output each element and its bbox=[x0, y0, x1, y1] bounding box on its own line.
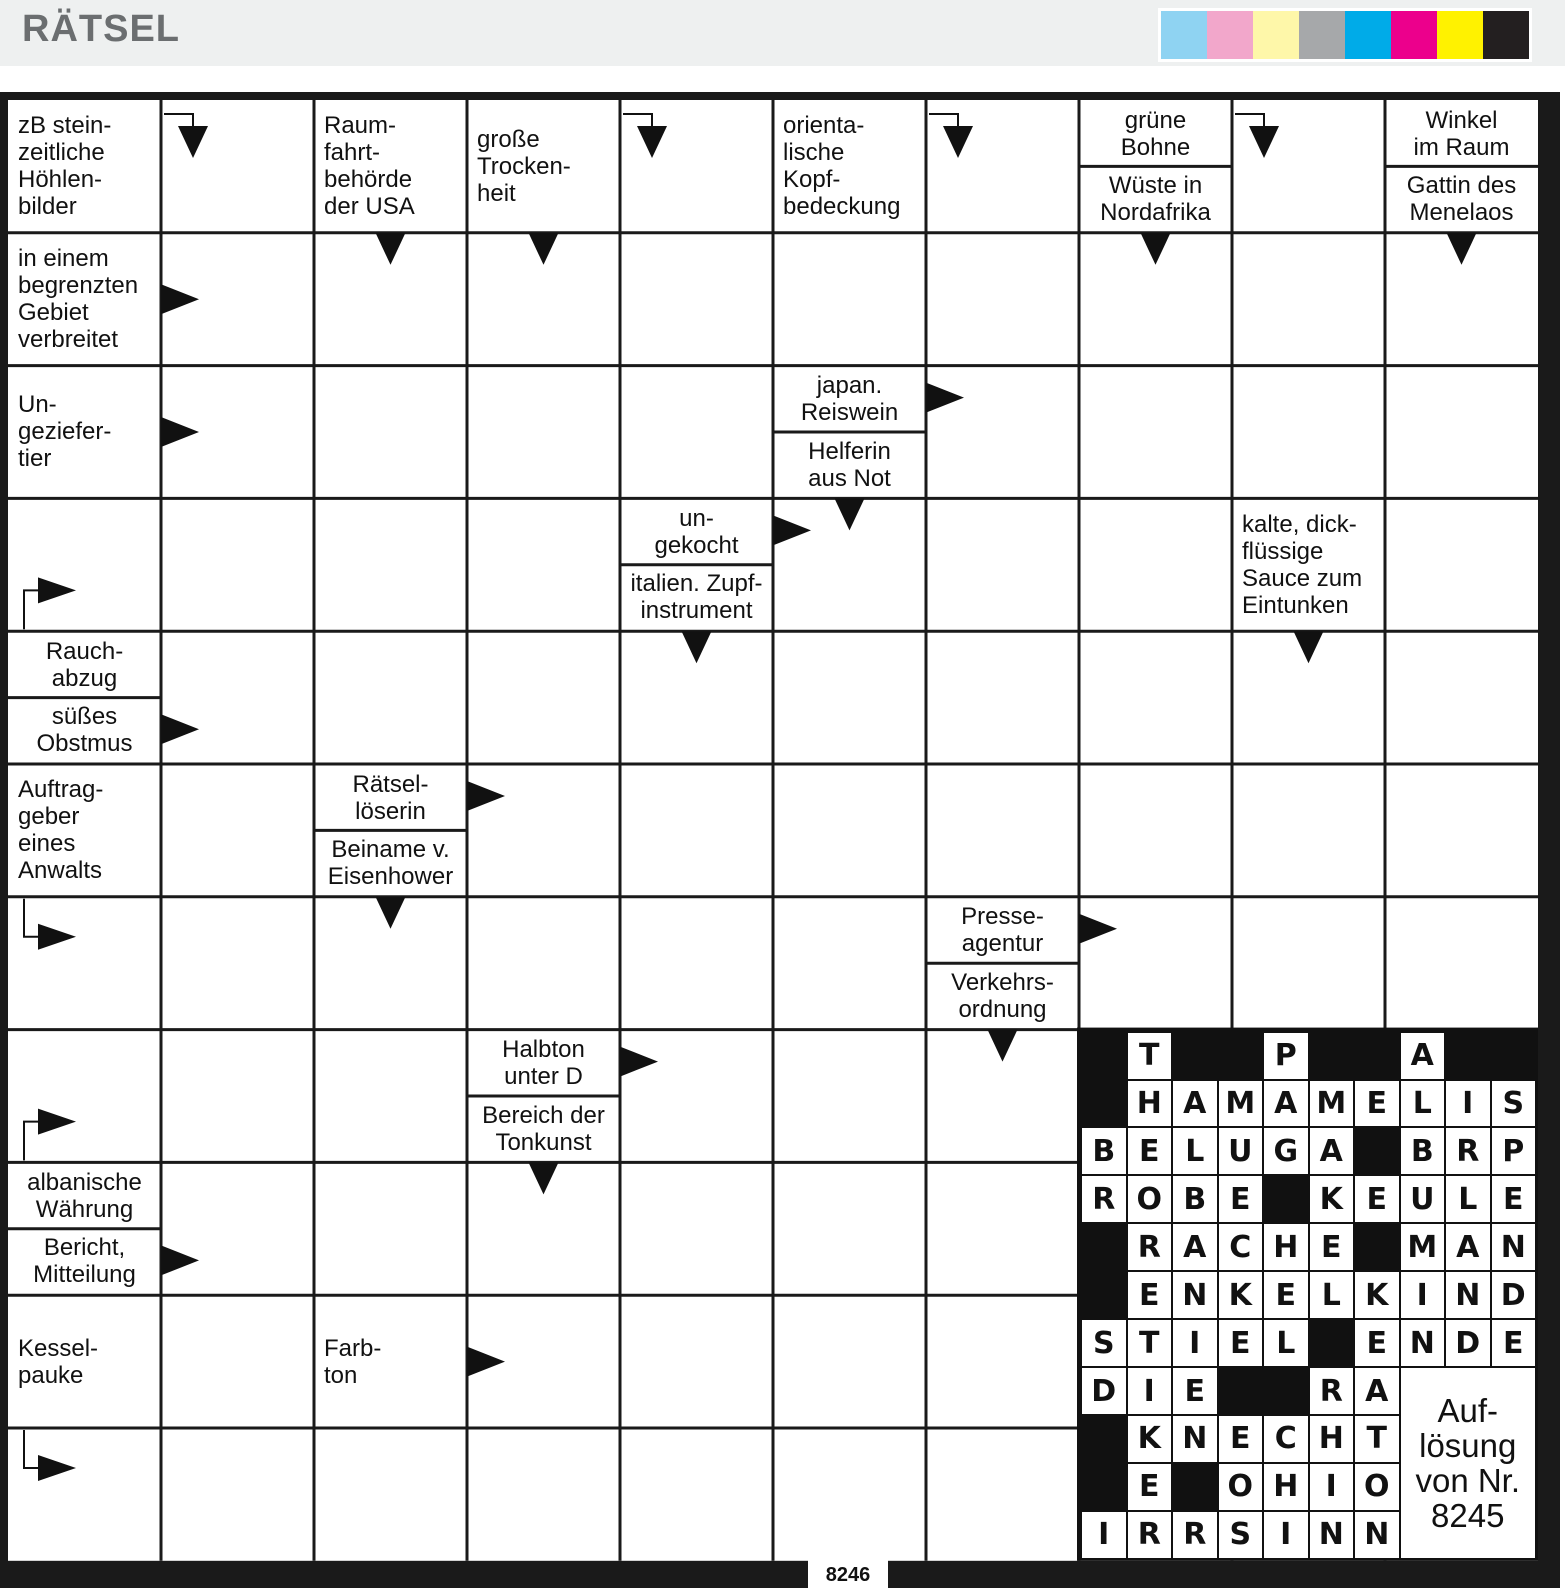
solution-letter: R bbox=[1128, 1224, 1172, 1270]
solution-letter: H bbox=[1264, 1464, 1308, 1510]
solution-letter: I bbox=[1128, 1368, 1172, 1414]
solution-letter: T bbox=[1128, 1033, 1172, 1079]
color-swatch bbox=[1299, 11, 1345, 59]
solution-letter: E bbox=[1310, 1224, 1354, 1270]
clue-cell: Presse- agentur bbox=[961, 903, 1044, 958]
solution-letter: E bbox=[1128, 1464, 1172, 1510]
solution-letter: E bbox=[1264, 1272, 1308, 1318]
solution-letter: A bbox=[1264, 1081, 1308, 1127]
clue-cell: japan. Reiswein bbox=[800, 372, 899, 427]
solution-letter: C bbox=[1264, 1416, 1308, 1462]
clue-cell: grüne Bohne bbox=[1120, 106, 1191, 161]
clue-cell: Winkel im Raum bbox=[1413, 106, 1510, 161]
solution-letter: S bbox=[1082, 1320, 1126, 1366]
color-swatch bbox=[1253, 11, 1299, 59]
clue-cell: Auftrag- geber eines Anwalts bbox=[18, 776, 104, 885]
solution-letter: U bbox=[1401, 1176, 1445, 1222]
solution-letter: A bbox=[1355, 1368, 1399, 1414]
solution-letter: I bbox=[1310, 1464, 1354, 1510]
color-swatch bbox=[1161, 11, 1207, 59]
solution-letter: K bbox=[1128, 1416, 1172, 1462]
solution-letter: N bbox=[1310, 1512, 1354, 1558]
solution-letter: O bbox=[1355, 1464, 1399, 1510]
solution-letter: K bbox=[1355, 1272, 1399, 1318]
solution-letter: E bbox=[1219, 1320, 1263, 1366]
clue-cell: in einem begrenzten Gebiet verbreitet bbox=[18, 245, 139, 354]
solution-letter: A bbox=[1310, 1128, 1354, 1174]
puzzle-number: 8246 bbox=[808, 1555, 888, 1588]
crossword-grid bbox=[0, 92, 1565, 1588]
solution-letter: R bbox=[1173, 1512, 1217, 1558]
clue-cell: Kessel- pauke bbox=[18, 1334, 99, 1389]
solution-letter: A bbox=[1173, 1224, 1217, 1270]
solution-letter: E bbox=[1355, 1176, 1399, 1222]
solution-letter: T bbox=[1355, 1416, 1399, 1462]
solution-letter: L bbox=[1401, 1081, 1445, 1127]
clue-cell: orienta- lische Kopf- bedeckung bbox=[783, 112, 901, 221]
solution-letter: E bbox=[1173, 1368, 1217, 1414]
solution-letter: M bbox=[1401, 1224, 1445, 1270]
solution-letter: R bbox=[1082, 1176, 1126, 1222]
solution-letter: D bbox=[1446, 1320, 1490, 1366]
color-swatch bbox=[1207, 11, 1253, 59]
page-title: RÄTSEL bbox=[22, 8, 180, 50]
solution-letter: H bbox=[1128, 1081, 1172, 1127]
color-swatch bbox=[1345, 11, 1391, 59]
solution-letter: D bbox=[1492, 1272, 1536, 1318]
solution-letter: E bbox=[1219, 1416, 1263, 1462]
solution-letter: E bbox=[1355, 1320, 1399, 1366]
solution-letter: N bbox=[1355, 1512, 1399, 1558]
color-swatch bbox=[1391, 11, 1437, 59]
solution-letter: I bbox=[1082, 1512, 1126, 1558]
solution-letter: O bbox=[1128, 1176, 1172, 1222]
grid-lines bbox=[0, 92, 1565, 1588]
solution-letter: L bbox=[1264, 1320, 1308, 1366]
clue-cell: Rätsel- löserin bbox=[352, 770, 429, 825]
clue-cell: Rauch- abzug bbox=[45, 637, 124, 692]
solution-letter: A bbox=[1173, 1081, 1217, 1127]
solution-letter: N bbox=[1173, 1416, 1217, 1462]
clue-cell: Un- geziefer- tier bbox=[18, 391, 112, 473]
solution-letter: I bbox=[1264, 1512, 1308, 1558]
solution-letter: N bbox=[1492, 1224, 1536, 1270]
clue-cell: un- gekocht bbox=[654, 505, 739, 560]
solution-letter: E bbox=[1219, 1176, 1263, 1222]
solution-letter: P bbox=[1264, 1033, 1308, 1079]
solution-letter: G bbox=[1264, 1128, 1308, 1174]
solution-letter: D bbox=[1082, 1368, 1126, 1414]
clue-cell: Halbton unter D bbox=[502, 1036, 585, 1091]
color-calibration-bar bbox=[1158, 8, 1532, 62]
solution-letter: M bbox=[1310, 1081, 1354, 1127]
clue-cell: Raum- fahrt- behörde der USA bbox=[324, 112, 415, 221]
solution-letter: A bbox=[1401, 1033, 1445, 1079]
solution-letter: K bbox=[1219, 1272, 1263, 1318]
clue-cell: kalte, dick- flüssige Sauce zum Eintunken bbox=[1242, 510, 1363, 619]
clue-cell: Helferin aus Not bbox=[808, 437, 891, 492]
solution-letter: I bbox=[1401, 1272, 1445, 1318]
clue-cell: italien. Zupf- instrument bbox=[630, 570, 763, 625]
solution-letter: K bbox=[1310, 1176, 1354, 1222]
solution-letter: I bbox=[1446, 1081, 1490, 1127]
solution-letter: L bbox=[1173, 1128, 1217, 1174]
color-swatch bbox=[1483, 11, 1529, 59]
solution-letter: E bbox=[1128, 1128, 1172, 1174]
solution-letter: N bbox=[1173, 1272, 1217, 1318]
solution-letter: O bbox=[1219, 1464, 1263, 1510]
solution-letter: S bbox=[1219, 1512, 1263, 1558]
solution-letter: N bbox=[1446, 1272, 1490, 1318]
clue-cell: Wüste in Nordafrika bbox=[1100, 172, 1211, 227]
clue-cell: süßes Obstmus bbox=[36, 703, 133, 758]
clue-cell: albanische Währung bbox=[27, 1169, 142, 1224]
solution-letter: E bbox=[1355, 1081, 1399, 1127]
solution-letter: L bbox=[1446, 1176, 1490, 1222]
solution-letter: N bbox=[1401, 1320, 1445, 1366]
solution-letter: A bbox=[1446, 1224, 1490, 1270]
solution-letter: R bbox=[1446, 1128, 1490, 1174]
solution-letter: C bbox=[1219, 1224, 1263, 1270]
solution-letter: B bbox=[1401, 1128, 1445, 1174]
solution-letter: R bbox=[1128, 1512, 1172, 1558]
clue-cell: Farb- ton bbox=[324, 1334, 382, 1389]
solution-letter: E bbox=[1492, 1176, 1536, 1222]
solution-letter: L bbox=[1310, 1272, 1354, 1318]
clue-cell: große Trocken- heit bbox=[477, 125, 571, 207]
solution-letter: I bbox=[1173, 1320, 1217, 1366]
solution-letter: B bbox=[1173, 1176, 1217, 1222]
solution-letter: E bbox=[1128, 1272, 1172, 1318]
header-bar bbox=[0, 0, 1565, 66]
clue-cell: Bericht, Mitteilung bbox=[33, 1234, 136, 1289]
solution-letter: R bbox=[1310, 1368, 1354, 1414]
solution-letter: H bbox=[1310, 1416, 1354, 1462]
color-swatch bbox=[1437, 11, 1483, 59]
solution-letter: T bbox=[1128, 1320, 1172, 1366]
solution-letter: H bbox=[1264, 1224, 1308, 1270]
clue-cell: zB stein- zeitliche Höhlen- bilder bbox=[18, 112, 112, 221]
solution-caption: Auf- lösung von Nr. 8245 bbox=[1401, 1368, 1536, 1558]
solution-letter: P bbox=[1492, 1128, 1536, 1174]
clue-cell: Bereich der Tonkunst bbox=[482, 1101, 605, 1156]
solution-letter: M bbox=[1219, 1081, 1263, 1127]
solution-letter: S bbox=[1492, 1081, 1536, 1127]
solution-letter: B bbox=[1082, 1128, 1126, 1174]
clue-cell: Verkehrs- ordnung bbox=[951, 968, 1054, 1023]
clue-cell: Beiname v. Eisenhower bbox=[327, 836, 454, 891]
solution-letter: E bbox=[1492, 1320, 1536, 1366]
clue-cell: Gattin des Menelaos bbox=[1406, 172, 1517, 227]
solution-letter: U bbox=[1219, 1128, 1263, 1174]
